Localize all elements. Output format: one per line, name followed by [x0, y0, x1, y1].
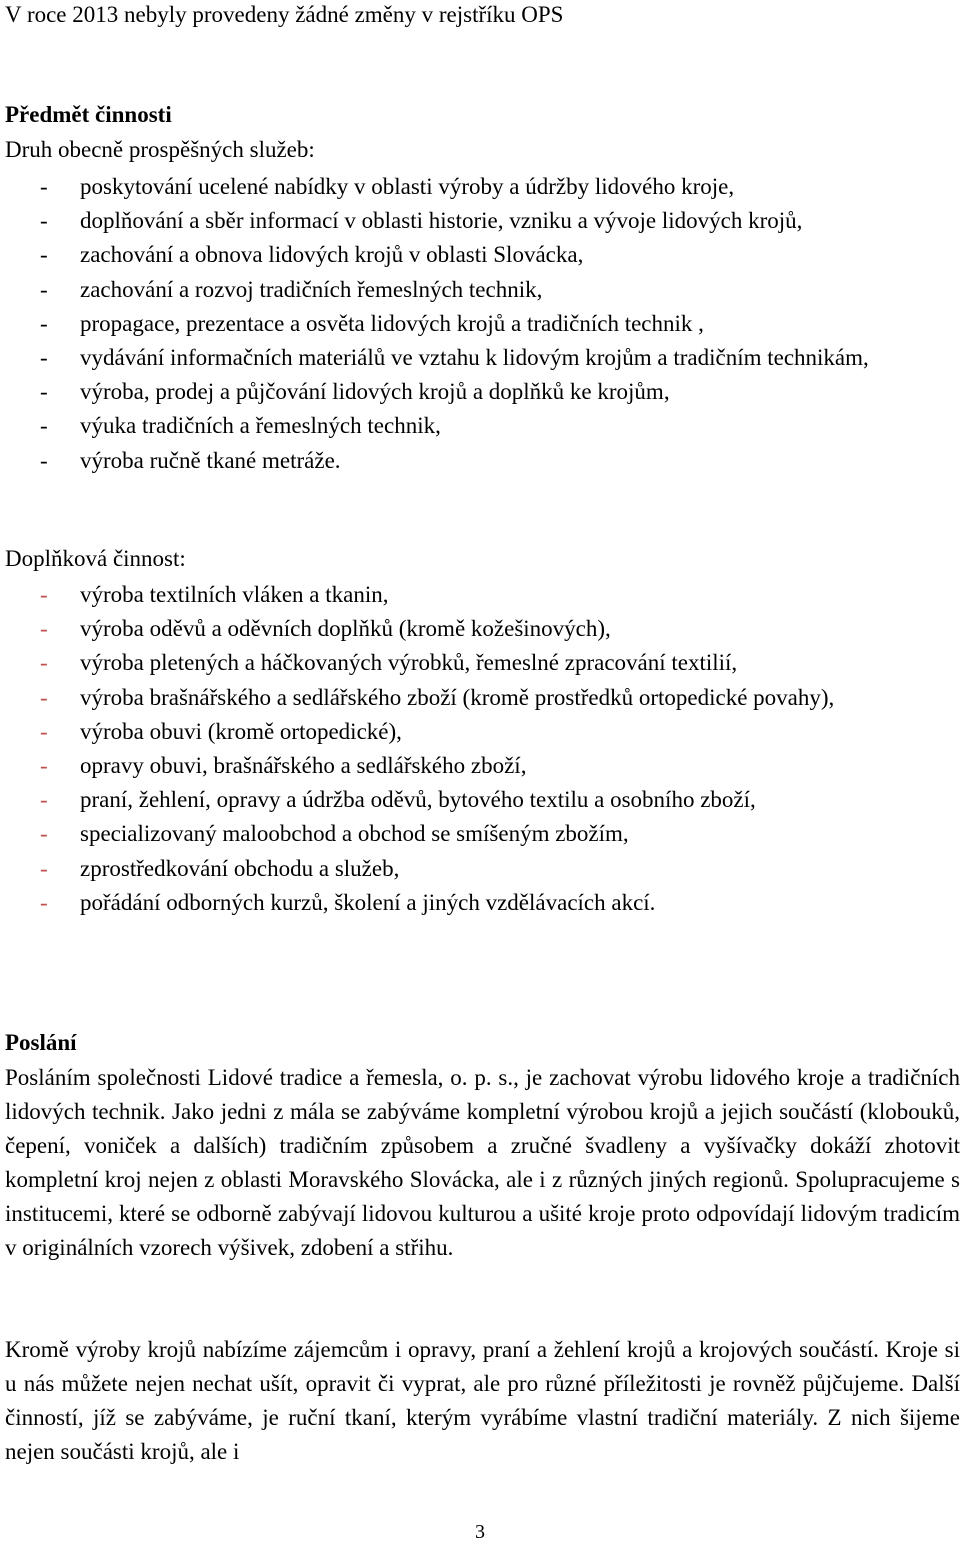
list-item-text: výuka tradičních a řemeslných technik,	[80, 413, 441, 439]
list-item	[0, 886, 960, 920]
dash-bullet: -	[40, 616, 48, 642]
list-item	[0, 307, 960, 341]
list-item	[0, 681, 960, 715]
list-item	[0, 578, 960, 612]
list-item-text: praní, žehlení, opravy a údržba oděvů, bytového textilu a osobního zboží,	[80, 787, 756, 813]
list-item-text: výroba oděvů a oděvních doplňků (kromě kožešinových),	[80, 616, 611, 642]
list-item-text: pořádání odborných kurzů, školení a jiných vzdělávacích akcí.	[80, 889, 656, 915]
subject-intro: Druh obecně prospěšných služeb:	[5, 137, 315, 162]
list-item-text: výroba ručně tkané metráže.	[80, 447, 341, 473]
dash-bullet: -	[40, 718, 48, 744]
list-item-text: zachování a rozvoj tradičních řemeslných technik,	[80, 276, 543, 302]
dash-bullet: -	[40, 889, 48, 915]
list-item-text: vydávání informačních materiálů ve vztahu k lidovým krojům a tradičním technikám,	[80, 345, 869, 371]
list-item	[0, 341, 960, 375]
dash-bullet: -	[40, 855, 48, 881]
list-item-text: specializovaný maloobchod a obchod se smíšeným zbožím,	[80, 821, 629, 847]
list-item	[0, 749, 960, 783]
dash-bullet: -	[40, 787, 48, 813]
list-item	[0, 375, 960, 409]
page-number: 3	[475, 1521, 485, 1543]
list-item-text: výroba textilních vláken a tkanin,	[80, 582, 389, 607]
list-item	[0, 646, 960, 680]
supplementary-intro: Doplňková činnost:	[5, 546, 186, 571]
dash-bullet: -	[40, 310, 48, 336]
list-item	[0, 444, 960, 478]
dash-bullet: -	[40, 413, 48, 439]
dash-bullet: -	[40, 379, 48, 405]
list-item-text: výroba, prodej a půjčování lidových krojů a doplňků ke krojům,	[80, 379, 670, 405]
list-item-text: doplňování a sběr informací v oblasti historie, vzniku a vývoje lidových krojů,	[80, 208, 803, 234]
list-item-text: zachování a obnova lidových krojů v oblasti Slovácka,	[80, 242, 584, 268]
mission-paragraph-2: Kromě výroby krojů nabízíme zájemcům i opravy, praní a žehlení krojů a krojových součástí. Kroje si u nás můžete nejen nechat ušít, opravit či vyprat, ale pro různé příležitosti je rovněž půjčujeme. Další činností, jíž se zabýváme, je ruční tkaní, kterým vyrábíme vlastní tradiční materiály. Z nich šijeme nejen součásti krojů, ale i	[5, 1337, 960, 1464]
list-item-text: poskytování ucelené nabídky v oblasti výroby a údržby lidového kroje,	[80, 174, 735, 199]
list-item	[0, 852, 960, 886]
list-item	[0, 715, 960, 749]
list-item	[0, 783, 960, 817]
public-benefit-services-list	[0, 170, 960, 478]
list-item-text: zprostředkování obchodu a služeb,	[80, 855, 400, 881]
dash-bullet: -	[40, 582, 48, 607]
dash-bullet: -	[40, 276, 48, 302]
list-item	[0, 612, 960, 646]
registry-note: V roce 2013 nebyly provedeny žádné změny v rejstříku OPS	[5, 2, 564, 27]
dash-bullet: -	[40, 447, 48, 473]
dash-bullet: -	[40, 242, 48, 268]
list-item-text: výroba pletených a háčkovaných výrobků, řemeslné zpracování textilií,	[80, 650, 738, 676]
subject-heading: Předmět činnosti	[5, 102, 172, 127]
list-item	[0, 817, 960, 851]
list-item	[0, 409, 960, 443]
supplementary-activities-list	[0, 578, 960, 920]
mission-paragraph-1: Posláním společnosti Lidové tradice a řemesla, o. p. s., je zachovat výrobu lidového kroje a tradičních lidových technik. Jako jedni z mála se zabýváme kompletní výrobou krojů a jejich součástí (klobouků, čepení, voniček a dalších) tradičním způsobem a zručné švadleny a vyšívačky dokáží zhotovit kompletní kroj nejen z oblasti Moravského Slovácka, ale i z různých jiných regionů. Spolupracujeme s institucemi, které se odborně zabývají lidovou kulturou a ušité kroje proto odpovídají lidovým tradicím v originálních vzorech výšivek, zdobení a střihu.	[5, 1065, 960, 1260]
list-item	[0, 170, 960, 204]
list-item	[0, 204, 960, 238]
dash-bullet: -	[40, 684, 48, 710]
list-item-text: propagace, prezentace a osvěta lidových krojů a tradičních technik ,	[80, 310, 704, 336]
list-item-text: výroba obuvi (kromě ortopedické),	[80, 718, 402, 744]
dash-bullet: -	[40, 174, 48, 199]
list-item-text: výroba brašnářského a sedlářského zboží (kromě prostředků ortopedické povahy),	[80, 684, 835, 710]
dash-bullet: -	[40, 821, 48, 847]
dash-bullet: -	[40, 753, 48, 779]
list-item	[0, 273, 960, 307]
list-item-text: opravy obuvi, brašnářského a sedlářského zboží,	[80, 753, 527, 779]
dash-bullet: -	[40, 650, 48, 676]
dash-bullet: -	[40, 345, 48, 371]
list-item	[0, 238, 960, 272]
dash-bullet: -	[40, 208, 48, 234]
mission-heading: Poslání	[5, 1030, 77, 1055]
